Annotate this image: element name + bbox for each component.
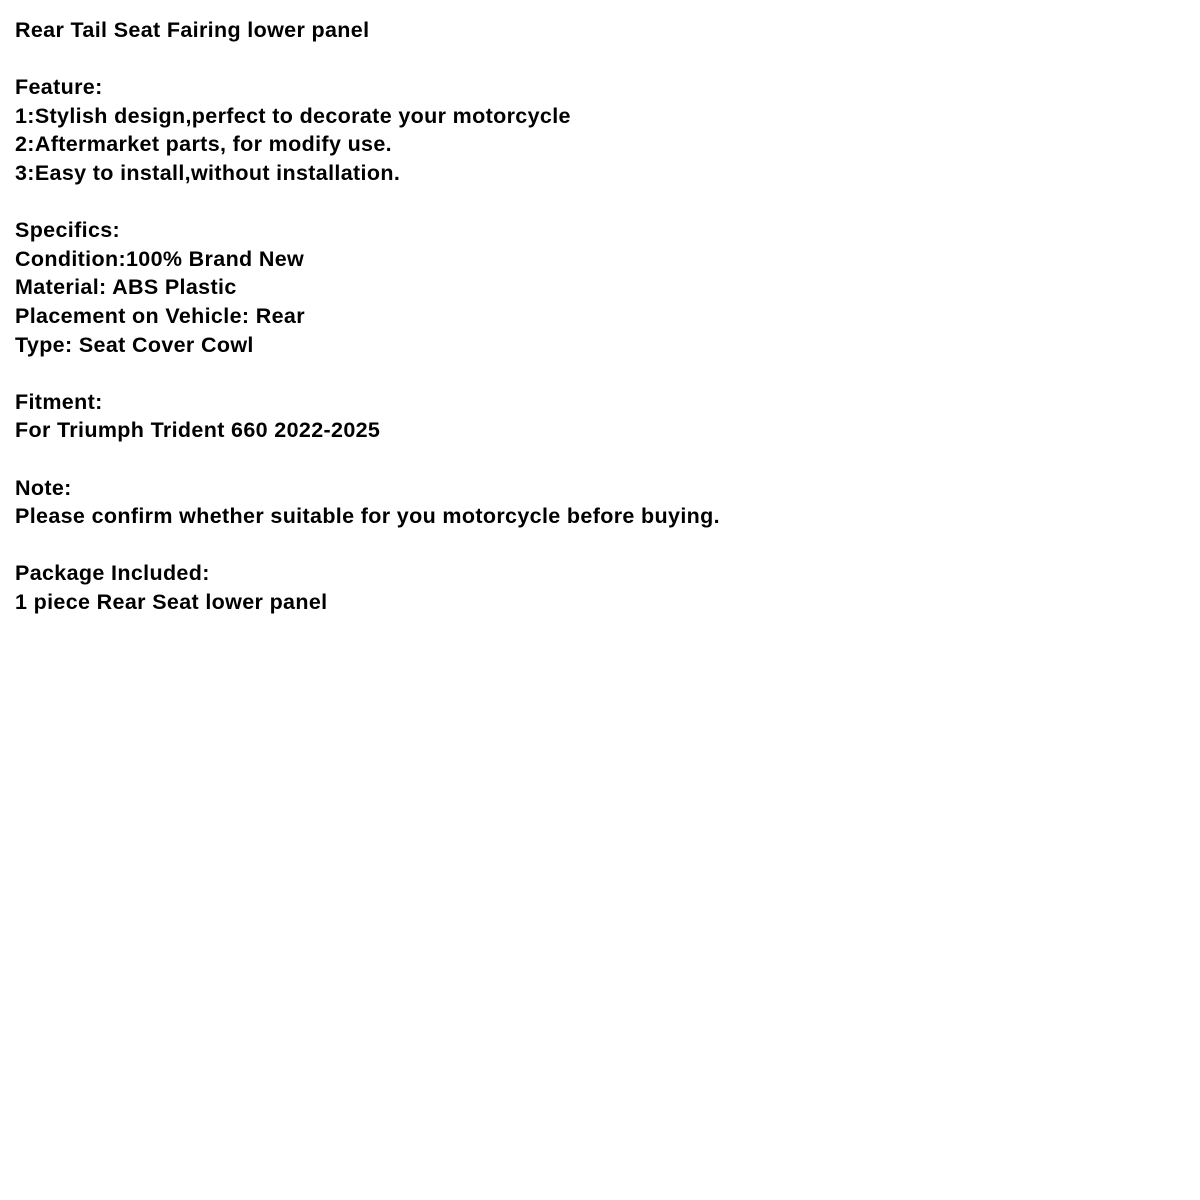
package-text: 1 piece Rear Seat lower panel: [15, 589, 328, 614]
feature-heading: Feature:: [15, 75, 103, 100]
specifics-item: Type: Seat Cover Cowl: [15, 332, 254, 357]
package-section: [15, 559, 1185, 616]
spacer: [15, 359, 1185, 388]
note-heading: Note:: [15, 475, 72, 500]
fitment-text: For Triumph Trident 660 2022-2025: [15, 418, 381, 443]
feature-item: 2:Aftermarket parts, for modify use.: [15, 132, 392, 157]
product-description: [15, 16, 1185, 616]
specifics-item: Condition:100% Brand New: [15, 246, 305, 271]
spacer: [15, 531, 1185, 560]
spacer: [15, 445, 1185, 474]
specifics-item: Placement on Vehicle: Rear: [15, 303, 305, 328]
fitment-heading: Fitment:: [15, 389, 103, 414]
specifics-heading: Specifics:: [15, 218, 121, 243]
fitment-section: [15, 388, 1185, 445]
note-text: Please confirm whether suitable for you motorcycle before buying.: [15, 504, 720, 529]
note-section: [15, 474, 1185, 531]
spacer: [15, 188, 1185, 217]
product-title: Rear Tail Seat Fairing lower panel: [15, 18, 370, 42]
feature-item: 3:Easy to install,without installation.: [15, 160, 401, 185]
specifics-item: Material: ABS Plastic: [15, 275, 237, 300]
feature-section: [15, 73, 1185, 187]
feature-item: 1:Stylish design,perfect to decorate your motorcycle: [15, 103, 571, 128]
package-heading: Package Included:: [15, 561, 210, 586]
specifics-section: [15, 216, 1185, 359]
spacer: [15, 45, 1185, 74]
